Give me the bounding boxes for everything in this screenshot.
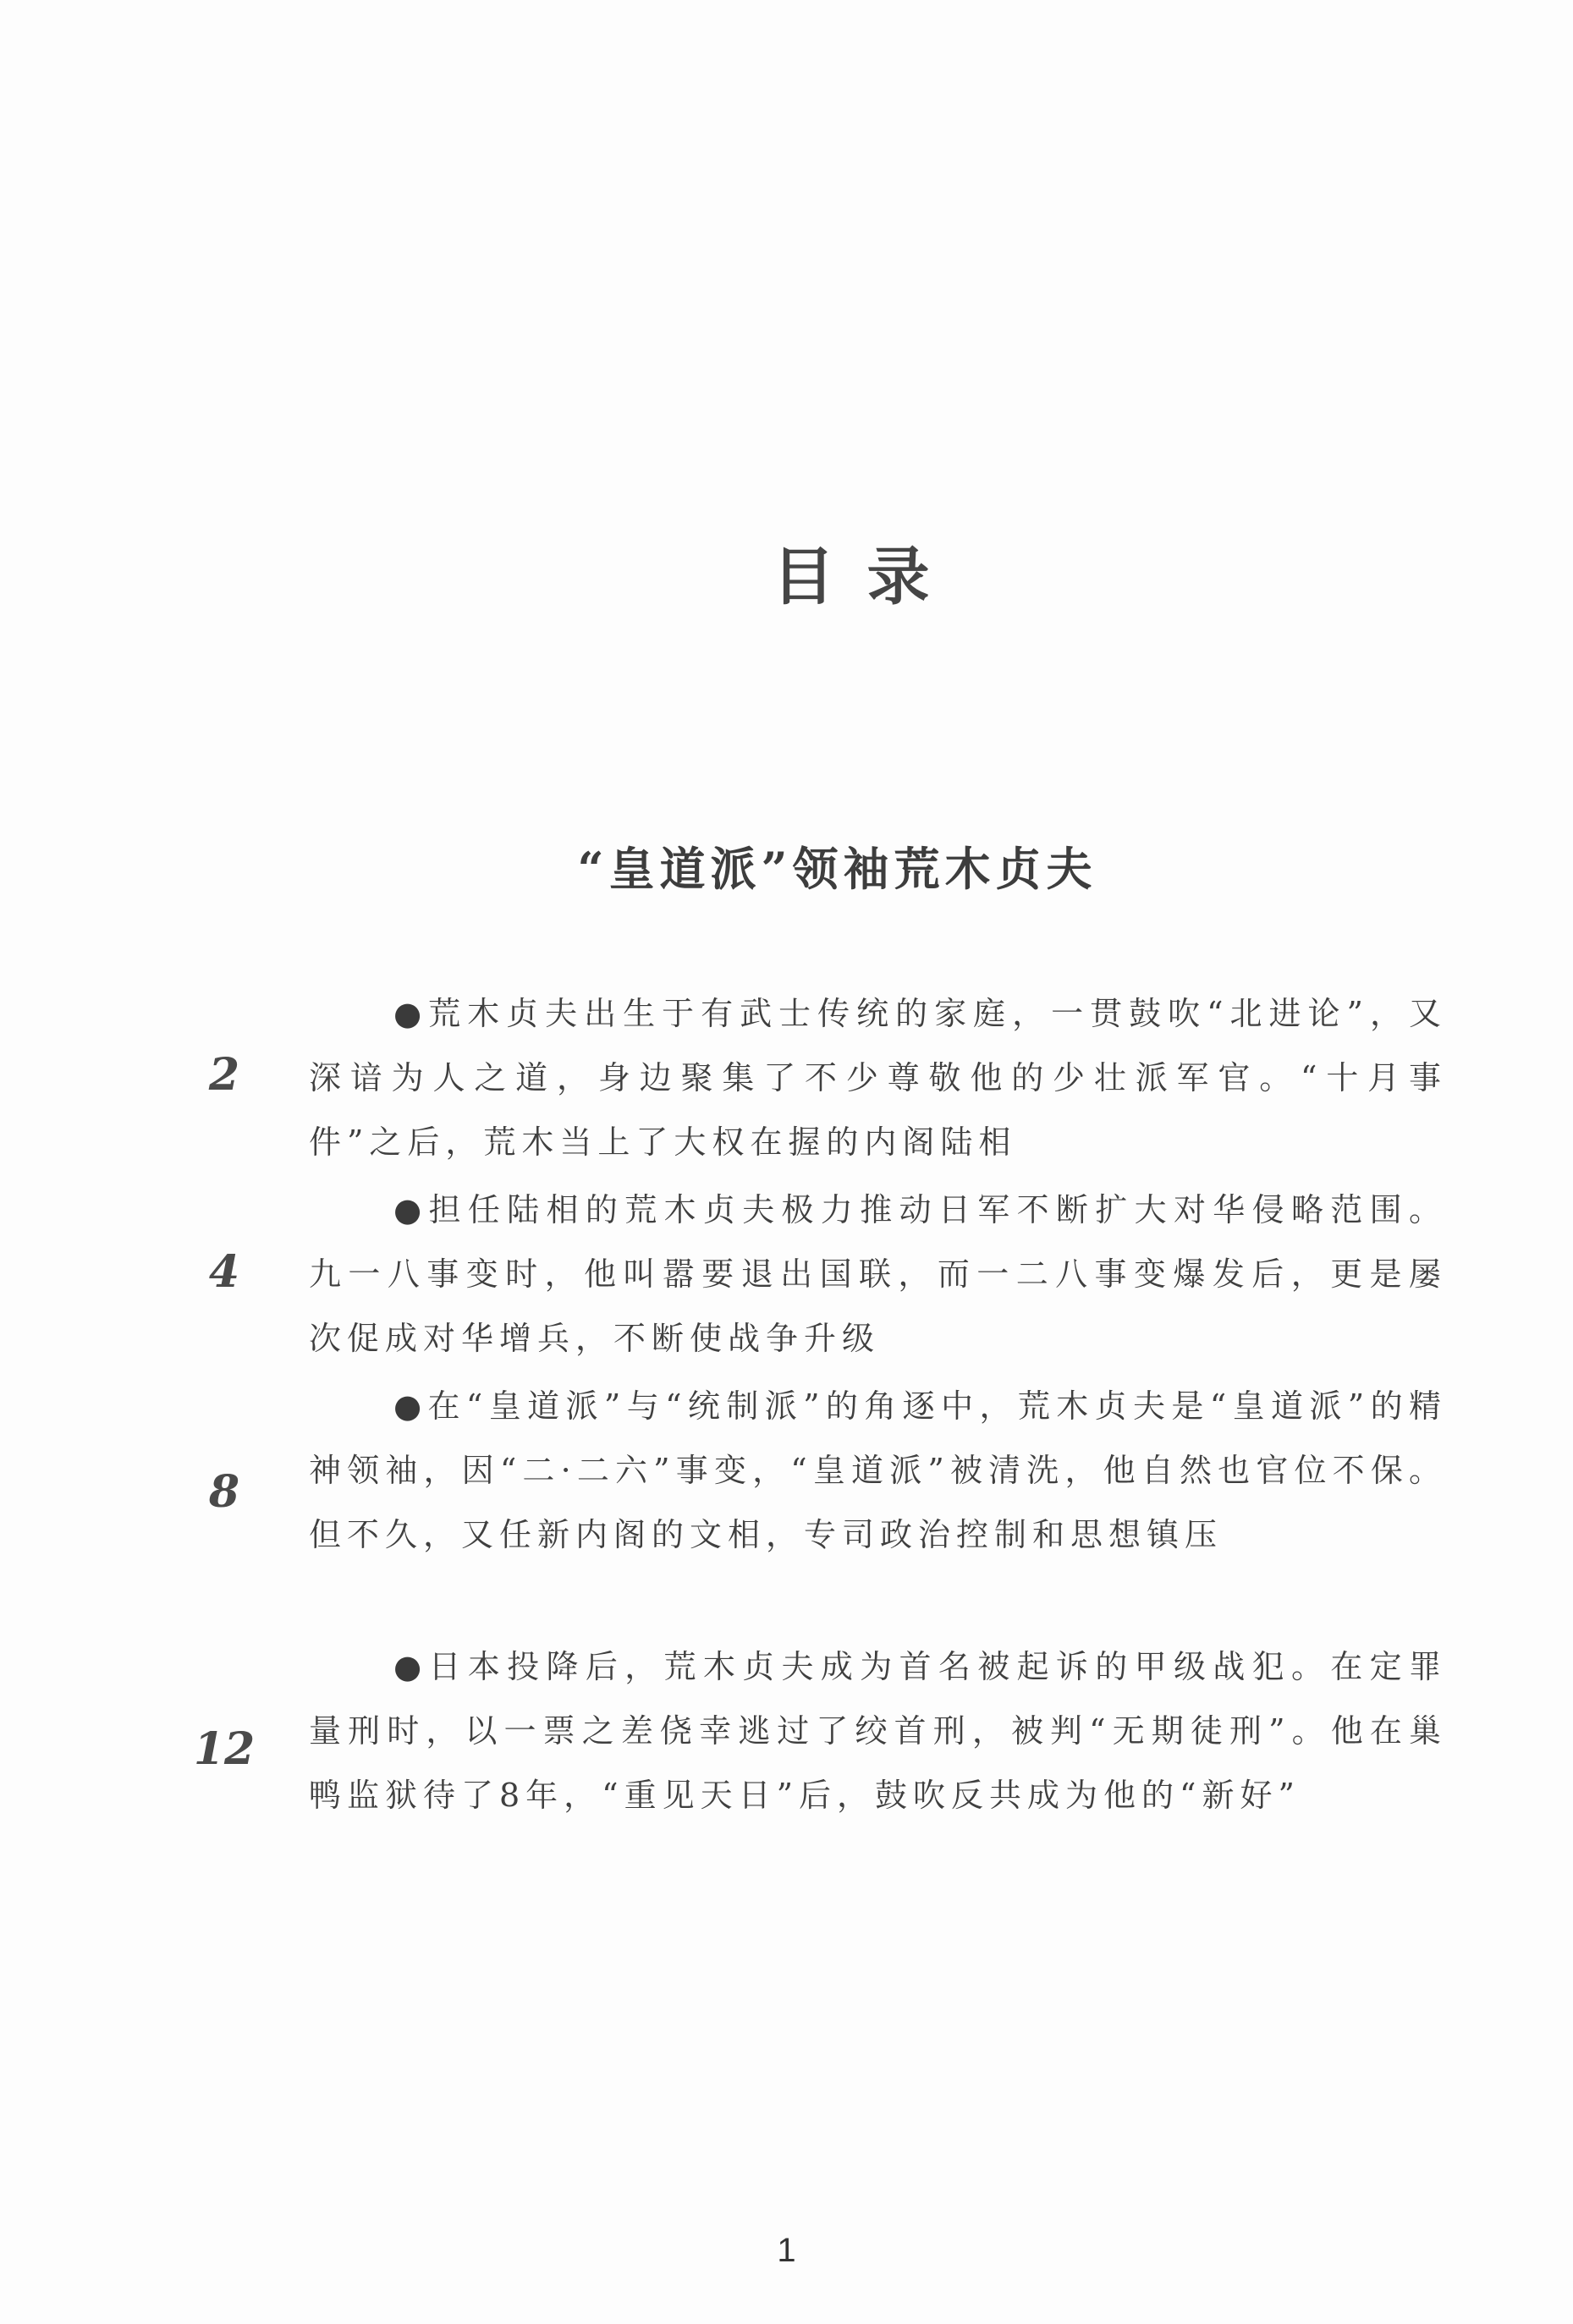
bullet-icon: ● bbox=[393, 1191, 429, 1228]
entry-summary: 在“皇道派”与“统制派”的角逐中，荒木贞夫是“皇道派”的精神领袖，因“二·二六”事变，“皇道派”被清洗，他自然也官位不保。但不久，又任新内阁的文相，专司政治控制和思想镇压 bbox=[309, 1387, 1447, 1553]
toc-entry[interactable] bbox=[309, 1634, 1447, 1827]
entry-summary: 担任陆相的荒木贞夫极力推动日军不断扩大对华侵略范围。九一八事变时，他叫嚣要退出国联，而一二八事变爆发后，更是屡次促成对华增兵，不断使战争升级 bbox=[309, 1191, 1447, 1357]
entry-page-number[interactable]: 12 bbox=[193, 1723, 256, 1775]
toc-entry[interactable] bbox=[309, 1374, 1447, 1567]
bullet-icon: ● bbox=[393, 1648, 429, 1685]
toc-entry[interactable] bbox=[309, 1178, 1447, 1371]
bullet-icon: ● bbox=[393, 1387, 428, 1425]
section-title: “皇道派”领袖荒木贞夫 bbox=[577, 842, 1097, 896]
entry-summary: 荒木贞夫出生于有武士传统的家庭，一贯鼓吹“北进论”，又深谙为人之道，身边聚集了不少尊敬他的少壮派军官。“十月事件”之后，荒木当上了大权在握的内阁陆相 bbox=[309, 995, 1447, 1161]
entry-summary: 日本投降后，荒木贞夫成为首名被起诉的甲级战犯。在定罪量刑时，以一票之差侥幸逃过了绞首刑，被判“无期徒刑”。他在巢鸭监狱待了8年，“重见天日”后，鼓吹反共成为他的“新好” bbox=[309, 1648, 1447, 1814]
bullet-icon: ● bbox=[393, 995, 429, 1032]
page-number: 1 bbox=[777, 2232, 796, 2269]
toc-heading: 目录 bbox=[772, 541, 962, 613]
entry-page-number[interactable]: 4 bbox=[208, 1246, 240, 1298]
toc-entry[interactable] bbox=[309, 981, 1447, 1174]
entry-page-number[interactable]: 8 bbox=[208, 1466, 240, 1518]
entry-page-number[interactable]: 2 bbox=[208, 1049, 240, 1101]
